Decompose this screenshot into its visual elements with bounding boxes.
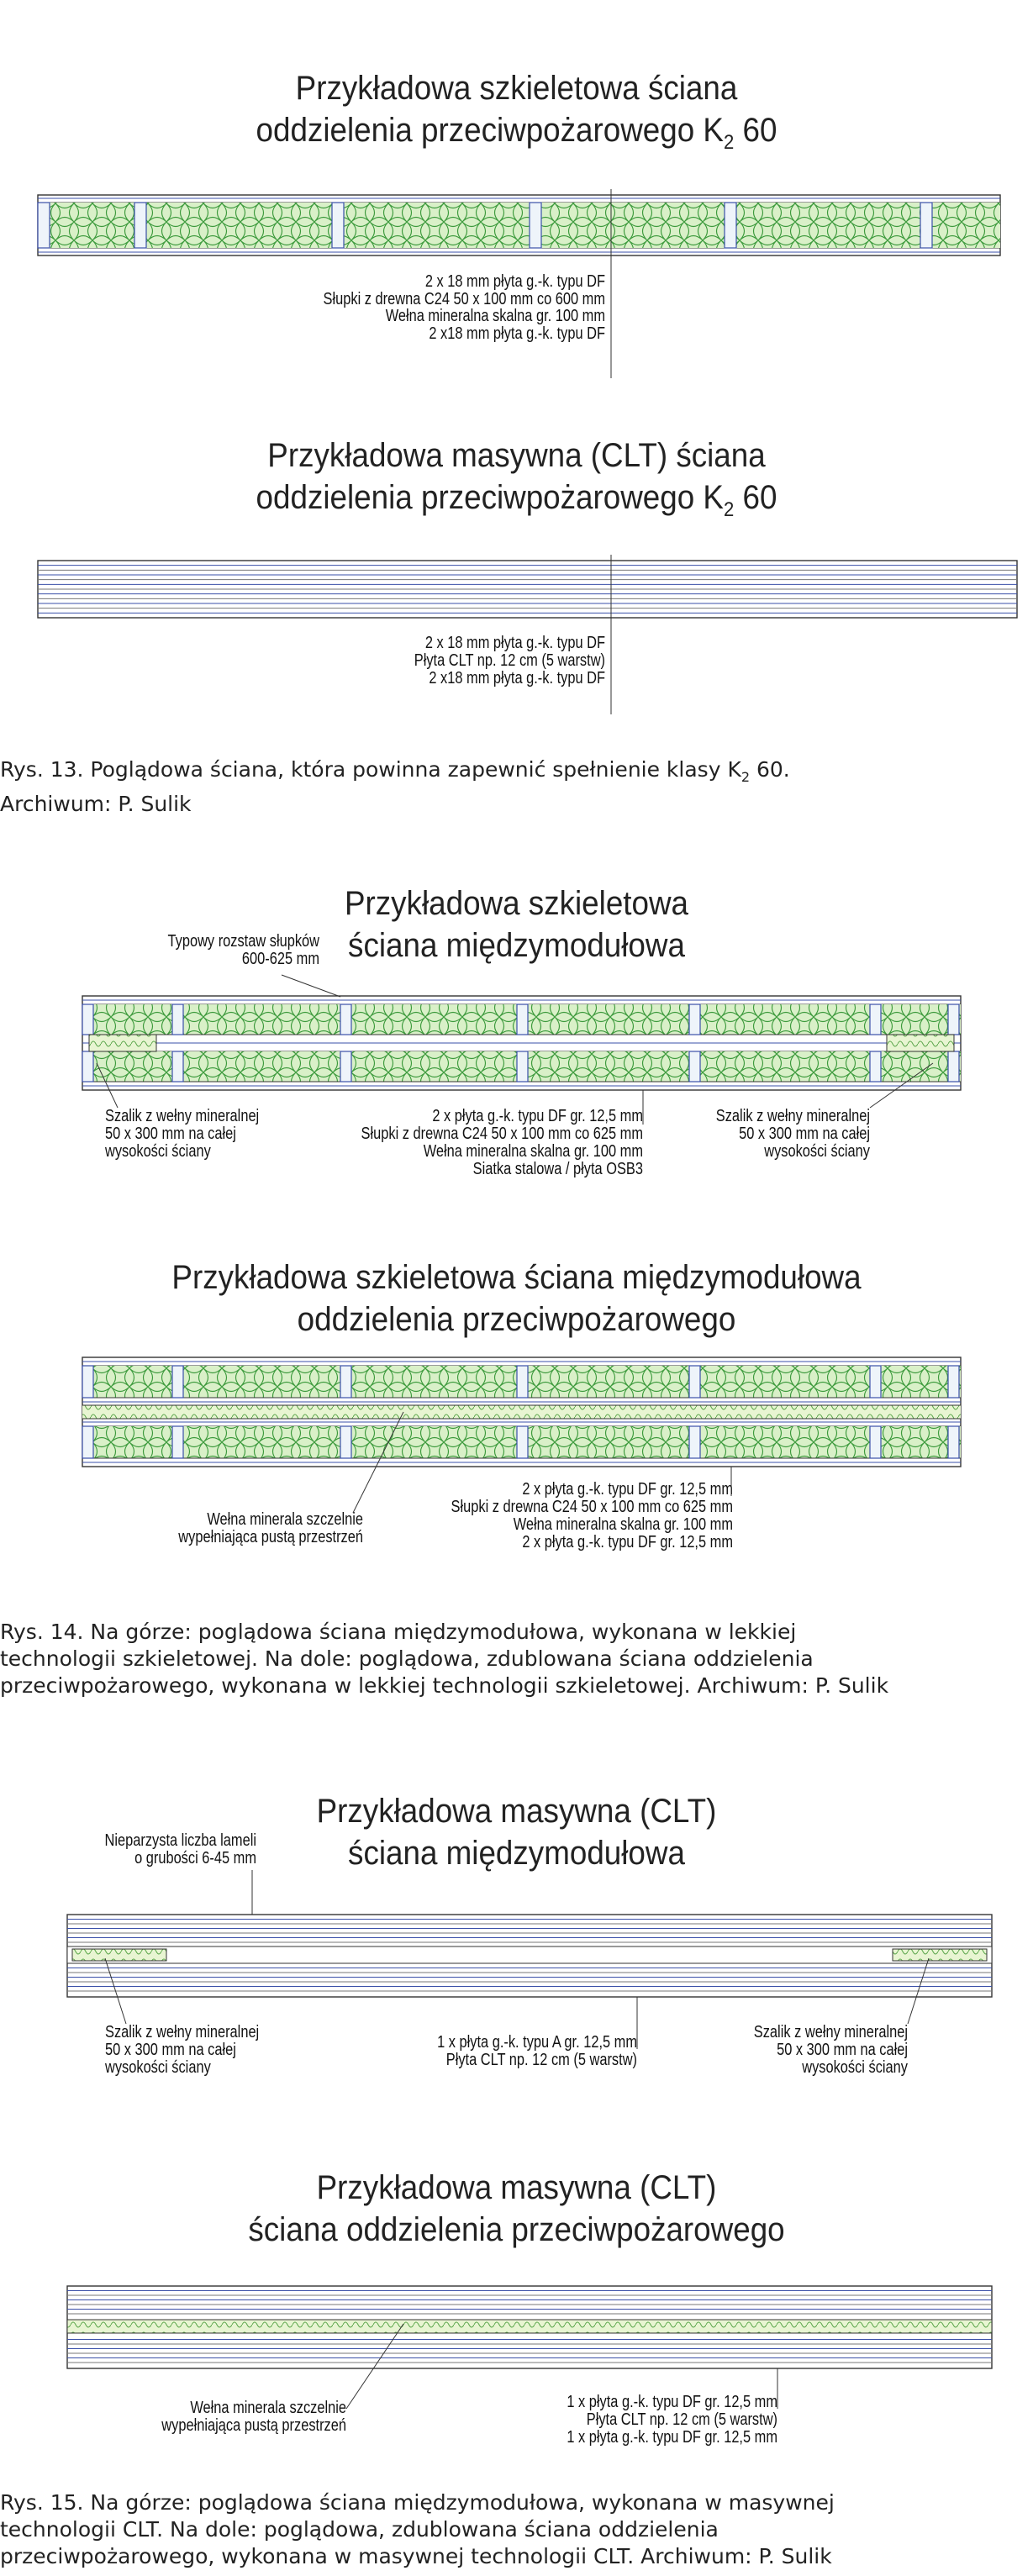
fig6-fill-note-line2: wypełniająca pustą przestrzeń [161,2416,346,2435]
fig1-wall-stud [134,203,146,248]
fig5-lamella-note-line2: o grubości 6-45 mm [134,1849,256,1867]
fig4-stud [340,1426,351,1458]
fig6-fill-note-line1: Wełna minerala szczelnie [190,2399,346,2417]
fig3-stud [948,1004,959,1035]
caption-rys13-line2: Archiwum: P. Sulik [0,792,192,816]
fig4-label-board-outer: 2 x płyta g.-k. typu DF gr. 12,5 mm [522,1480,733,1499]
fig5-wool-scarf-right [893,1949,987,1961]
fig4-stud [870,1426,881,1458]
fig6-label-board-outer: 1 x płyta g.-k. typu DF gr. 12,5 mm [567,2393,777,2411]
fig5-lamella-note-line1: Nieparzysta liczba lameli [104,1831,256,1850]
fig3-label-board: 2 x płyta g.-k. typu DF gr. 12,5 mm [432,1107,643,1125]
fig3-leader [282,975,340,997]
fig3-title-line1: Przykładowa szkieletowa [344,885,689,922]
fig3-wool-scarf-left [89,1035,156,1051]
fig5-wool-scarf-left [72,1949,166,1961]
fig5-title-line2: ściana międzymodułowa [348,1835,685,1872]
fig3-stud [870,1051,881,1082]
fig3-wool-scarf-right [887,1035,954,1051]
fig1-label-wool: Wełna mineralna skalna gr. 100 mm [385,307,605,325]
fig4-fill-note-line1: Wełna minerala szczelnie [207,1510,363,1529]
fig6-label-clt: Płyta CLT np. 12 cm (5 warstw) [586,2410,777,2429]
fig4-stud [948,1366,959,1398]
fig3-stud [340,1004,351,1035]
caption-rys15-line2: technologii CLT. Na dole: poglądowa, zdublowana ściana oddzielenia [0,2517,719,2542]
fig1-label-studs: Słupki z drewna C24 50 x 100 mm co 600 mm [323,289,605,308]
fig4-title-line2: oddzielenia przeciwpożarowego [297,1301,736,1338]
fig4-stud [517,1366,528,1398]
fig3-right-note-line1: Szalik z wełny mineralnej [715,1107,870,1125]
caption-rys14-line2: technologii szkieletowej. Na dole: poglądowa, zdublowana ściana oddzielenia [0,1646,814,1671]
fig4-title-line1: Przykładowa szkieletowa ściana międzymodułowa [171,1259,862,1296]
fig5-left-note-line1: Szalik z wełny mineralnej [105,2023,260,2041]
fig6-label-board-inner: 1 x płyta g.-k. typu DF gr. 12,5 mm [567,2428,777,2447]
fig3-stud [82,1004,93,1035]
fig4-stud [517,1426,528,1458]
fig5-gap [67,1946,992,1963]
fig3-left-note-line3: wysokości ściany [105,1142,211,1161]
fig3-stud-spacing-line2: 600-625 mm [241,950,319,968]
fig3-stud [517,1051,528,1082]
fig4-stud [340,1366,351,1398]
fig3-stud-spacing-line1: Typowy rozstaw słupków [167,932,319,951]
caption-rys15-line1: Rys. 15. Na górze: poglądowa ściana międzymodułowa, wykonana w masywnej [0,2490,835,2515]
fig4-stud [82,1366,93,1398]
fig4-stud [172,1366,183,1398]
fig5-label-board: 1 x płyta g.-k. typu A gr. 12,5 mm [437,2033,637,2052]
fig3-stud [870,1004,881,1035]
fig2-label-board-outer: 2 x 18 mm płyta g.-k. typu DF [424,634,605,652]
fig3-stud [689,1051,700,1082]
fig3-stud [172,1051,183,1082]
fig4-stud [948,1426,959,1458]
fig3-stud [172,1004,183,1035]
fig5-left-note-line2: 50 x 300 mm na całej [105,2041,236,2059]
fig1-label-board-outer: 2 x 18 mm płyta g.-k. typu DF [424,272,605,291]
fig3-left-note-line2: 50 x 300 mm na całej [105,1125,236,1143]
fig1-wall-stud [920,203,932,248]
fig1-title-line2: oddzielenia przeciwpożarowego $K_2$ 60 [256,112,777,154]
fig5-right-note-line3: wysokości ściany [802,2058,908,2077]
fig6-gap-fill [67,2320,992,2333]
fig4-label-wool: Wełna mineralna skalna gr. 100 mm [513,1515,733,1534]
fig1-wall-wool [38,203,1000,248]
fig1-wall-stud [530,203,541,248]
fig1-wall-stud [725,203,736,248]
fig2-title-line2: oddzielenia przeciwpożarowego $K_2$ 60 [256,479,777,521]
fig6-title-line2: ściana oddzielenia przeciwpożarowego [248,2211,785,2248]
caption-rys13-line1: Rys. 13. Poglądowa ściana, która powinna zapewnić spełnienie klasy $K_2$ 60. [0,757,790,785]
fig3-stud [948,1051,959,1082]
fig4-label-studs: Słupki z drewna C24 50 x 100 mm co 625 mm [451,1498,733,1516]
fig3-stud [689,1004,700,1035]
fig2-label-board-inner: 2 x18 mm płyta g.-k. typu DF [429,669,605,687]
fig4-gap-fill [82,1405,961,1419]
caption-rys14-line1: Rys. 14. Na górze: poglądowa ściana międzymodułowa, wykonana w lekkiej [0,1620,797,1644]
fig3-stud [340,1051,351,1082]
fig1-wall-stud [38,203,50,248]
fig1-title-line1: Przykładowa szkieletowa ściana [295,70,738,107]
fig3-title-line2: ściana międzymodułowa [348,927,685,964]
fig4-stud [82,1426,93,1458]
fig4-label-board-inner: 2 x płyta g.-k. typu DF gr. 12,5 mm [522,1533,733,1551]
fig4-stud [689,1426,700,1458]
fig6-title-line1: Przykładowa masywna (CLT) [316,2169,717,2206]
fig3-right-note-line2: 50 x 300 mm na całej [739,1125,870,1143]
fig3-label-studs: Słupki z drewna C24 50 x 100 mm co 625 mm [361,1125,643,1143]
caption-rys14-line3: przeciwpożarowego, wykonana w lekkiej technologii szkieletowej. Archiwum: P. Sulik [0,1673,889,1698]
fig5-title-line1: Przykładowa masywna (CLT) [316,1793,717,1830]
fig2-label-clt: Płyta CLT np. 12 cm (5 warstw) [414,651,605,670]
fig1-label-board-inner: 2 x18 mm płyta g.-k. typu DF [429,324,605,343]
fig4-stud [870,1366,881,1398]
fig4-stud [689,1366,700,1398]
fig3-right-note-line3: wysokości ściany [764,1142,870,1161]
fig4-fill-note-line2: wypełniająca pustą przestrzeń [178,1528,363,1546]
fig3-left-note-line1: Szalik z wełny mineralnej [105,1107,260,1125]
fig5-label-clt: Płyta CLT np. 12 cm (5 warstw) [445,2051,637,2069]
fig5-right-note-line2: 50 x 300 mm na całej [777,2041,908,2059]
fig3-stud [517,1004,528,1035]
fig3-label-mesh: Siatka stalowa / płyta OSB3 [472,1160,643,1178]
fig5-right-note-line1: Szalik z wełny mineralnej [753,2023,908,2041]
caption-rys15-line3: przeciwpożarowego, wykonana w masywnej technologii CLT. Archiwum: P. Sulik [0,2544,832,2568]
fig3-stud [82,1051,93,1082]
fig3-label-wool: Wełna mineralna skalna gr. 100 mm [423,1142,643,1161]
fig4-stud [172,1426,183,1458]
fig2-title-line1: Przykładowa masywna (CLT) ściana [267,437,766,474]
fig5-left-note-line3: wysokości ściany [105,2058,211,2077]
fig1-wall-stud [332,203,344,248]
